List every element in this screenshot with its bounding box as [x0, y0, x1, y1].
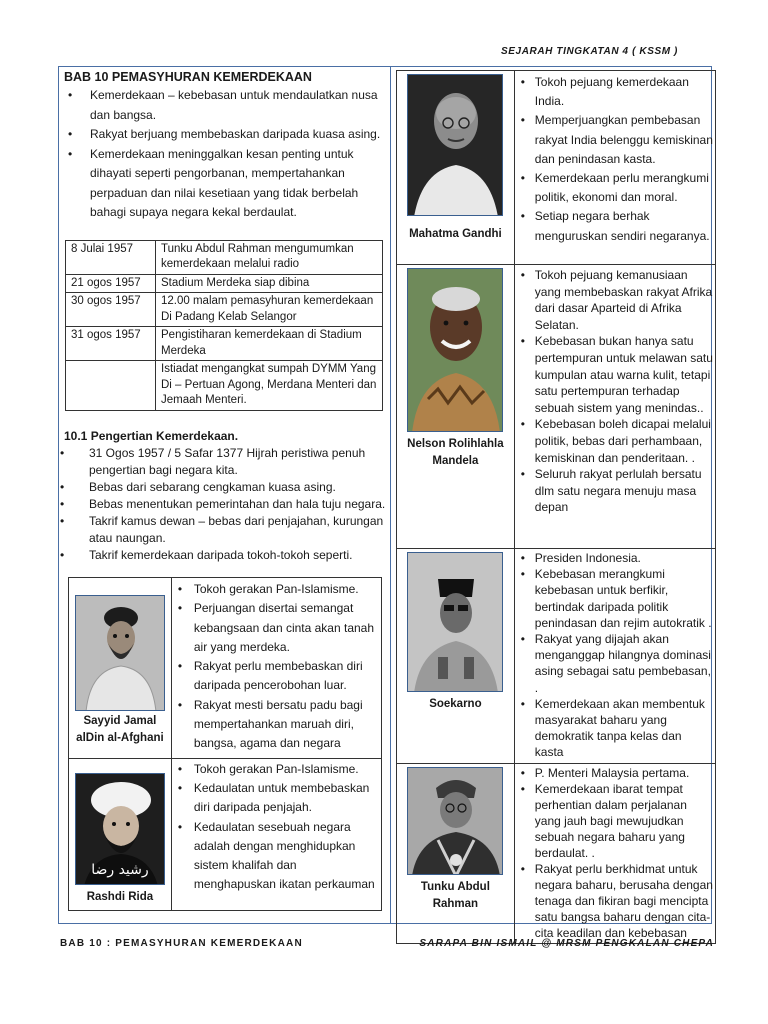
figure-point: • Rakyat yang dijajah akan menganggap hilangnya dominasi asing sebagai satu pembebasan, .: [515, 631, 713, 696]
mandela-portrait-icon: [408, 269, 503, 432]
mandela-photo: [407, 268, 503, 432]
tunku-photo: [407, 767, 503, 875]
figure-point: • Kedaulatan untuk membebaskan diri daripada penjajah.: [172, 779, 377, 818]
column-divider: [390, 66, 391, 924]
rida-arabic-caption: رشيد رضا: [91, 861, 149, 878]
rida-points: [172, 760, 377, 895]
timeline-row: [66, 274, 383, 293]
figure-point: • Kedaulatan sesebuah negara adalah dengan menghidupkan sistem khalifah dan menghapuskan ikatan perkauman: [172, 818, 377, 895]
intro-point: • Kemerdekaan – kebebasan untuk mendaulatkan nusa dan bangsa.: [64, 86, 386, 125]
figure-point: • Tokoh pejuang kemanusiaan yang membebaskan rakyat Afrika dari dasar Aparteid di Afrika Selatan.: [515, 267, 713, 333]
timeline-event: Tunku Abdul Rahman mengumumkan kemerdekaan melalui radio: [156, 240, 383, 274]
figure-point: • Kemerdekaan perlu merangkumi politik, ekonomi dan moral.: [515, 169, 713, 207]
intro-point: • Rakyat berjuang membebaskan daripada kuasa asing.: [64, 125, 386, 145]
figure-row: [69, 578, 382, 759]
gandhi-points: [515, 73, 713, 246]
figure-point: • Tokoh gerakan Pan-Islamisme.: [172, 580, 377, 599]
figure-point: • Kebebasan bukan hanya satu pertempuran untuk melawan satu kumpulan atau warna kulit, tetapi satu pertempuran terhadap sebuah sistem yang menindas..: [515, 333, 713, 416]
figure-point: • Kebebasan boleh dicapai melalui politik, bebas dari perhambaan, kemiskinan dan penderitaan. .: [515, 416, 713, 466]
page-header-subject: SEJARAH TINGKATAN 4 ( KSSM ): [501, 46, 678, 57]
gandhi-portrait-icon: [408, 75, 503, 216]
section-list: [58, 445, 386, 564]
figure-points-cell: [514, 763, 715, 943]
left-figures-table: [68, 577, 382, 911]
tunku-portrait-icon: [408, 768, 503, 875]
figure-row: [397, 763, 716, 943]
figure-row: [397, 265, 716, 549]
timeline-date: 8 Julai 1957: [66, 240, 156, 274]
figure-photo-cell: [397, 265, 515, 549]
figure-row: [397, 549, 716, 764]
timeline-event: Istiadat mengangkat sumpah DYMM Yang Di – Pertuan Agong, Merdana Menteri dan Jemaah Menteri.: [156, 361, 383, 411]
footer-chapter: BAB 10 : PEMASYHURAN KEMERDEKAAN: [60, 938, 303, 949]
section-title: 10.1 Pengertian Kemerdekaan.: [64, 428, 239, 443]
figure-points-cell: [514, 549, 715, 764]
figure-point: • Seluruh rakyat perlulah bersatu dlm satu negara menuju masa depan: [515, 466, 713, 516]
figure-points-cell: [171, 758, 381, 910]
figure-photo-cell: [69, 578, 172, 759]
afghani-name: Sayyid Jamal alDin al-Afghani: [76, 715, 164, 744]
figure-point: • Kemerdekaan ibarat tempat perhentian dalam perjalanan yang jauh bagi mewujudkan sebuah negara baharu yang berdaulat. .: [515, 781, 713, 861]
timeline-row: [66, 240, 383, 274]
figure-point: • Tokoh gerakan Pan-Islamisme.: [172, 760, 377, 779]
footer-author: SARAPA BIN ISMAIL @ MRSM PENGKALAN CHEPA: [419, 938, 714, 949]
figure-point: • Rakyat mesti bersatu padu bagi mempertahankan maruah diri, bangsa, agama dan negara: [172, 696, 377, 754]
timeline-table: [65, 240, 383, 411]
figure-point: • Presiden Indonesia.: [515, 550, 713, 566]
figure-point: • Tokoh pejuang kemerdekaan India.: [515, 73, 713, 111]
soekarno-portrait-icon: [408, 553, 503, 692]
left-column: [64, 70, 386, 564]
section-point: • Bebas menentukan pemerintahan dan hala tuju negara.: [58, 496, 386, 513]
timeline-date: 21 ogos 1957: [66, 274, 156, 293]
soekarno-points: [515, 550, 713, 761]
intro-point: • Kemerdekaan meninggalkan kesan penting untuk dihayati seperti pengorbanan, mempertahankan perpaduan dan nilai kesetiaan yang tidak berbelah bahagi supaya negara kekal berdaulat.: [64, 145, 386, 223]
right-figures-table: [396, 70, 716, 944]
figure-point: • Kemerdekaan akan membentuk masyarakat baharu yang demokratik tanpa kelas dan kasta: [515, 696, 713, 761]
timeline-row: [66, 293, 383, 327]
section-point: • Bebas dari sebarang cengkaman kuasa asing.: [58, 479, 386, 496]
gandhi-photo: [407, 74, 503, 216]
figure-photo-cell: [397, 549, 515, 764]
figure-row: [397, 71, 716, 265]
figure-photo-cell: [397, 763, 515, 943]
figure-point: • Kebebasan merangkumi kebebasan untuk berfikir, bertindak daripada politik penindasan dan rejim autokratik .: [515, 566, 713, 631]
timeline-event: Pengistiharan kemerdekaan di Stadium Merdeka: [156, 327, 383, 361]
mandela-points: [515, 267, 713, 516]
timeline-date: 31 ogos 1957: [66, 327, 156, 361]
gandhi-name: Mahatma Gandhi: [409, 228, 502, 240]
figure-points-cell: [171, 578, 381, 759]
mandela-name: Nelson Rolihlahla Mandela: [407, 438, 504, 467]
figure-point: • Memperjuangkan pembebasan rakyat India belenggu kemiskinan dan penindasan kasta.: [515, 111, 713, 169]
figure-photo-cell: [397, 71, 515, 265]
intro-list: [64, 86, 386, 223]
timeline-row: [66, 361, 383, 411]
afghani-points: [172, 580, 377, 754]
afghani-photo: [75, 595, 165, 711]
timeline-date: 30 ogos 1957: [66, 293, 156, 327]
soekarno-name: Soekarno: [429, 698, 482, 710]
section-point: • Takrif kemerdekaan daripada tokoh-tokoh seperti.: [58, 547, 386, 564]
figure-photo-cell: [69, 758, 172, 910]
afghani-portrait-icon: [76, 596, 165, 711]
timeline-event: 12.00 malam pemasyhuran kemerdekaan Di Padang Kelab Selangor: [156, 293, 383, 327]
figure-point: • Rakyat perlu berkhidmat untuk negara baharu, berusaha dengan tenaga dan fikiran bagi mencipta satu bangsa baharu dengan cita-cita keadilan dan kebebasan: [515, 861, 713, 941]
timeline-row: [66, 327, 383, 361]
rida-photo: [75, 773, 165, 885]
figure-point: • P. Menteri Malaysia pertama.: [515, 765, 713, 781]
figure-point: • Rakyat perlu membebaskan diri daripada pencerobohan luar.: [172, 657, 377, 696]
chapter-title: BAB 10 PEMASYHURAN KEMERDEKAAN: [64, 70, 312, 84]
soekarno-photo: [407, 552, 503, 692]
figure-points-cell: [514, 71, 715, 265]
section-point: • 31 Ogos 1957 / 5 Safar 1377 Hijrah peristiwa penuh pengertian bagi negara kita.: [58, 445, 386, 479]
timeline-event: Stadium Merdeka siap dibina: [156, 274, 383, 293]
rida-name: Rashdi Rida: [86, 890, 154, 903]
figure-point: • Setiap negara berhak menguruskan sendiri negaranya.: [515, 207, 713, 245]
timeline-date: [66, 361, 156, 411]
tunku-points: [515, 765, 713, 941]
figure-row: [69, 758, 382, 910]
figure-points-cell: [514, 265, 715, 549]
section-point: • Takrif kamus dewan – bebas dari penjajahan, kurungan atau naungan.: [58, 513, 386, 547]
figure-point: • Perjuangan disertai semangat kebangsaan dan cinta akan tanah air yang merdeka.: [172, 599, 377, 657]
tunku-name: Tunku Abdul Rahman: [420, 880, 490, 910]
